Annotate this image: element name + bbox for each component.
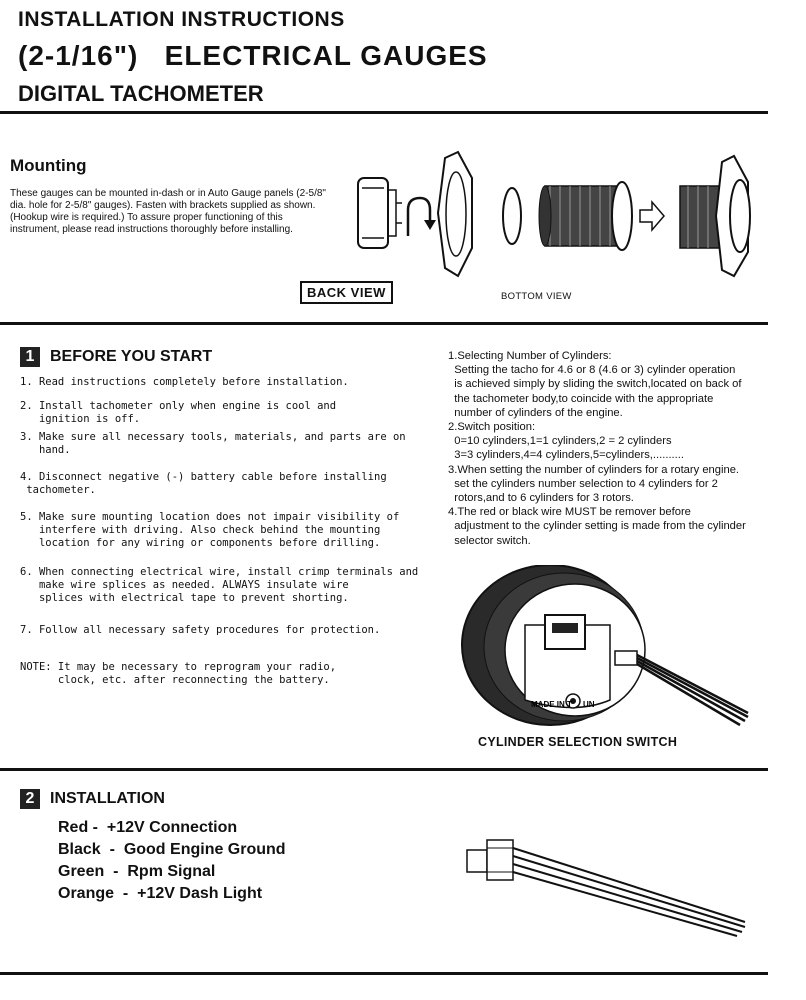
cylinder-instruction-line: the tachometer body,to coincide with the appropriate [448, 392, 714, 405]
instruction-line: ignition is off. [20, 413, 141, 425]
made-in-label: MADE IN T [531, 700, 572, 709]
cylinder-instruction-line: 3.When setting the number of cylinders for a rotary engine. [448, 463, 740, 476]
instruction-line: location for any wiring or components before drilling. [20, 537, 381, 549]
instruction-item [20, 376, 349, 389]
instruction-line: 7. Follow all necessary safety procedures for protection. [20, 624, 381, 636]
installation-title: INSTALLATION [50, 790, 165, 807]
mounting-body: These gauges can be mounted in-dash or in Auto Gauge panels (2-5/8" dia. hole for 2-5/8" gauges). Fasten with brackets supplied as shown. (Hookup wire is required.) To assure proper functioning of this instrument, please read instructions thoroughly before installing. [10, 188, 326, 235]
instruction-line: 6. When connecting electrical wire, install crimp terminals and [20, 566, 419, 578]
cylinder-instruction-line: adjustment to the cylinder setting is made from the cylinder [448, 520, 746, 533]
instruction-line: 3. Make sure all necessary tools, materials, and parts are on [20, 431, 406, 443]
cylinder-instruction-line: Setting the tacho for 4.6 or 8 (4.6 or 3) cylinder operation [448, 364, 736, 377]
cylinder-instruction-line: 3=3 cylinders,4=4 cylinders,5=cylinders,.......... [448, 449, 684, 462]
footer-divider [0, 972, 768, 975]
instruction-line: NOTE: It may be necessary to reprogram your radio, [20, 661, 337, 673]
instruction-line: splices with electrical tape to prevent shorting. [20, 592, 349, 604]
bracket-illustration [358, 178, 402, 248]
o-ring-illustration [503, 188, 521, 244]
instruction-item [20, 471, 387, 497]
cylinder-instruction-line: 2.Switch position: [448, 421, 536, 434]
cylinder-instruction-line: is achieved simply by sliding the switch,located on back of [448, 378, 742, 391]
mounting-diagram [350, 148, 800, 308]
instruction-item [20, 566, 418, 605]
instruction-line: interfere with driving. Also check behind the mounting [20, 524, 381, 536]
made-in-tail: UN [583, 700, 595, 709]
instruction-line: 1. Read instructions completely before installation. [20, 376, 349, 388]
cylinder-instruction-line: set the cylinders number selection to 4 cylinders for 2 [448, 477, 718, 490]
bottom-view-label: BOTTOM VIEW [501, 291, 572, 302]
instruction-line: hand. [20, 444, 71, 456]
section-number-badge: 2 [20, 789, 40, 809]
cylinder-instruction-line: 4.The red or black wire MUST be remover before [448, 506, 691, 519]
wire-row-red: Red - +12V Connection [58, 819, 238, 836]
cylinder-instruction-line: 0=10 cylinders,1=1 cylinders,2 = 2 cylinders [448, 435, 672, 448]
gauge-body-illustration [539, 182, 632, 250]
before-start-heading [20, 347, 212, 367]
instruction-item [20, 431, 406, 457]
instruction-line: 2. Install tachometer only when engine is cool and [20, 400, 337, 412]
instruction-line: 4. Disconnect negative (-) battery cable before installing [20, 471, 387, 483]
note-item [20, 661, 336, 687]
gauge-back-diagram [440, 565, 770, 735]
before-start-title: BEFORE YOU START [50, 348, 213, 365]
cylinder-switch-label: CYLINDER SELECTION SWITCH [478, 735, 678, 749]
wire-row-orange: Orange - +12V Dash Light [58, 885, 263, 902]
section1-divider [0, 768, 768, 771]
mounting-divider [0, 322, 768, 325]
installation-heading [20, 789, 165, 809]
cylinder-instruction-line: selector switch. [448, 534, 531, 547]
cylinder-instruction-line: rotors,and to 6 cylinders for 3 rotors. [448, 492, 634, 505]
curved-arrow-icon [408, 198, 430, 236]
cylinder-instruction-line: number of cylinders of the engine. [448, 406, 623, 419]
header-product: DIGITAL TACHOMETER [18, 81, 264, 106]
instruction-line: 5. Make sure mounting location does not impair visibility of [20, 511, 400, 523]
instruction-line: clock, etc. after reconnecting the battery. [20, 674, 330, 686]
header-title: INSTALLATION INSTRUCTIONS [18, 8, 345, 31]
wire-harness-diagram [455, 830, 755, 940]
cylinder-instruction-line: 1.Selecting Number of Cylinders: [448, 350, 612, 362]
wire-plug [615, 651, 637, 665]
panel-illustration [438, 152, 472, 276]
instruction-item [20, 400, 336, 426]
instruction-item [20, 624, 380, 637]
header-divider [0, 111, 768, 114]
instruction-line: make wire splices as needed. ALWAYS insulate wire [20, 579, 349, 591]
wire-row-green: Green - Rpm Signal [58, 863, 216, 880]
header-subtitle: (2-1/16") ELECTRICAL GAUGES [18, 40, 488, 71]
mounting-title: Mounting [10, 156, 87, 175]
instruction-line: tachometer. [20, 484, 96, 496]
section-number-badge: 1 [20, 347, 40, 367]
cylinder-instructions [448, 349, 788, 548]
right-arrow-icon [640, 202, 664, 230]
back-view-label: BACK VIEW [300, 281, 393, 304]
wire-row-black: Black - Good Engine Ground [58, 841, 286, 858]
assembled-gauge-illustration [680, 156, 750, 276]
instruction-item [20, 511, 399, 550]
